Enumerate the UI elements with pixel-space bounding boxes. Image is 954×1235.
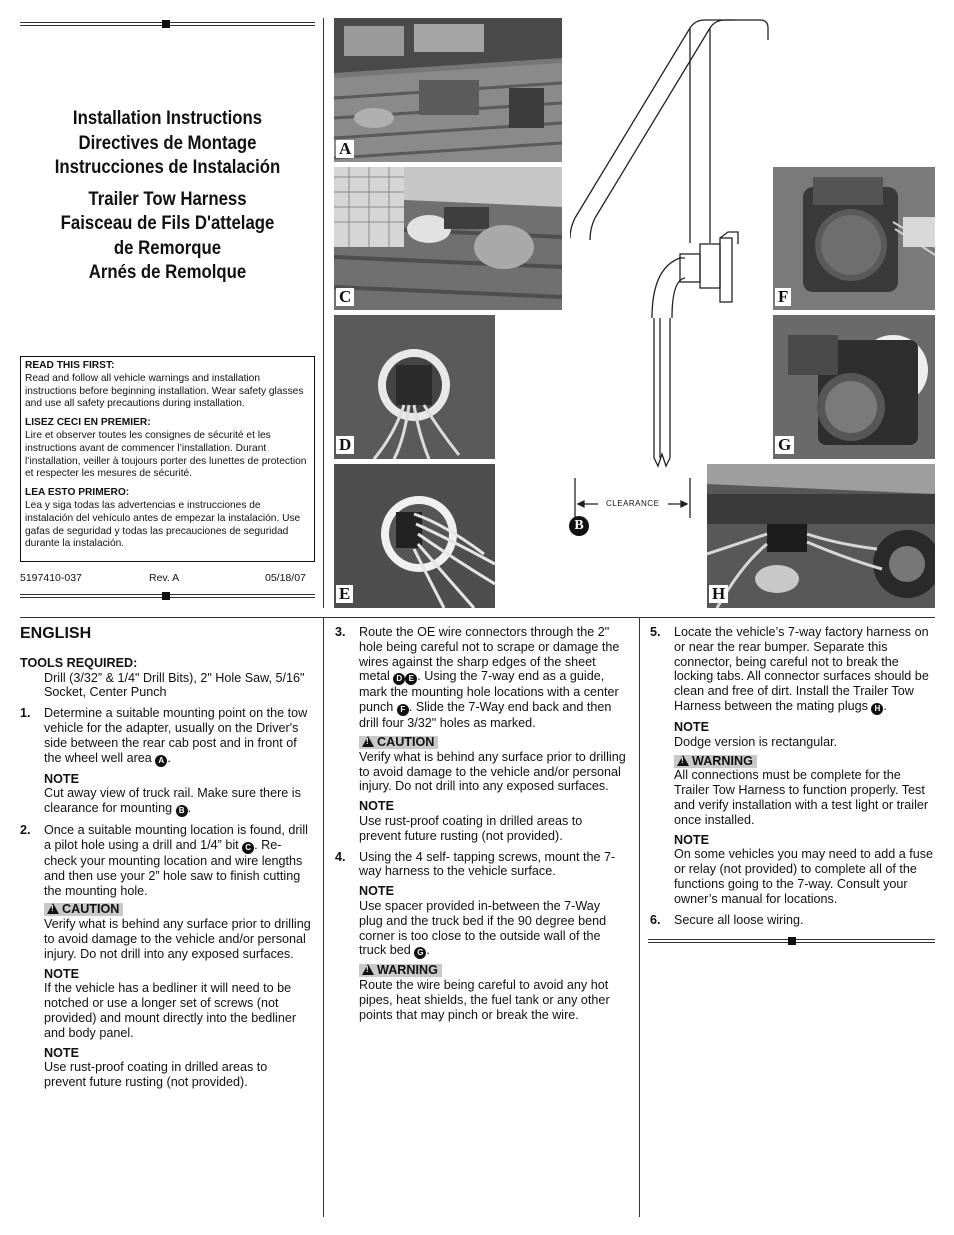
tools-heading: TOOLS REQUIRED:: [20, 655, 138, 670]
read-first-text-en: Read and follow all vehicle warnings and installation instructions before beginning installation. Wear safety glasses and use all safety precautions during installation.: [25, 372, 304, 410]
column-divider-1: [323, 617, 324, 1217]
callout-d-icon: D: [393, 673, 405, 685]
title-installation-en: Installation Instructions: [72, 107, 263, 129]
caution-label-2: CAUTION: [377, 734, 435, 749]
warning-label-2: WARNING: [692, 753, 753, 768]
step-6: [650, 913, 935, 928]
figure-d-photo: [334, 315, 495, 459]
step-5-note-2: On some vehicles you may need to add a fuse or relay (not provided) to complete all of the functions going to the 7-way. Consult your owner’s manual for locations.: [674, 847, 934, 906]
caution-icon-2: [362, 736, 374, 747]
column-english-3: [650, 625, 935, 927]
step-2-text-a: Once a suitable mounting location is found, drill a pilot hole using a drill and 1/4” bit: [44, 823, 308, 852]
callout-b-icon: B: [176, 805, 188, 817]
figure-b-label: [569, 516, 589, 536]
title-installation-fr: Directives de Montage: [78, 131, 257, 154]
step-4-note-text: Use spacer provided in-between the 7-Way plug and the truck bed if the 90 degree bend corner is too close to the outside wall of the truck bed: [359, 898, 607, 958]
step-5-warning: All connections must be complete for the Trailer Tow Harness to function properly. Test and verify installation with a test light or trailer once installed.: [674, 768, 929, 827]
step-5-number: 5.: [650, 625, 661, 639]
part-number: 5197410-037: [20, 572, 82, 584]
step-1-note-text: Cut away view of truck rail. Make sure there is clearance for mounting: [44, 786, 301, 816]
step-3-text-a: Route the OE wire connectors through the 2" hole being careful not to scrape or damage the wires against the sharp edges of the sheet metal: [359, 625, 620, 684]
title-product-es: Arnés de Remolque: [88, 261, 247, 283]
figure-b-diagram: [570, 18, 775, 538]
step-1-note: Cut away view of truck rail. Make sure there is clearance for mounting B .: [44, 786, 301, 816]
figure-f-label: F: [775, 288, 791, 306]
caution-label: CAUTION: [62, 902, 120, 917]
step-3: [335, 625, 627, 731]
title-product-en: Trailer Tow Harness: [88, 187, 247, 210]
figure-c-photo: [334, 167, 562, 310]
callout-c-icon: C: [242, 842, 254, 854]
step-1-number: 1.: [20, 706, 31, 721]
step-1: 1. Determine a suitable mounting point on the tow vehicle for the adapter, usually on the Driver's side between the rear cab post and in front of the wheel well area A .: [20, 706, 308, 765]
step-5-note-1-label: NOTE: [674, 719, 709, 734]
warning-badge-2: [674, 755, 757, 768]
title-product-fr-2: de Remorque: [113, 236, 222, 259]
column-english-2: [335, 625, 627, 1023]
figure-d-label: D: [336, 436, 354, 454]
section-heading: ENGLISH: [20, 625, 92, 642]
figure-b-letter: B: [574, 518, 584, 533]
column-english-1: [20, 625, 312, 1090]
step-5: 5. Locate the vehicle’s 7-way factory harness on or near the rear bumper. Separate this connector, being careful not to break the locking tabs. All connector surfaces should be clean and free of dirt. Install the Trailer Tow Harness between the mating plugs H .: [650, 625, 929, 713]
caution-icon: [47, 903, 59, 914]
step-5-text: Locate the vehicle’s 7-way factory harness on or near the rear bumper. Separate this connector, being careful not to break the locking tabs. All connector surfaces should be clean and free of dirt. Install the Trailer Tow Harness between the mating plugs: [674, 625, 929, 713]
header-rule-marker: [162, 20, 170, 28]
figure-c-label: C: [336, 288, 354, 306]
step-2-number: 2.: [20, 823, 31, 838]
figure-a-photo: [334, 18, 562, 162]
clearance-label: CLEARANCE: [606, 499, 660, 508]
step-2-note-2: Use rust-proof coating in drilled areas to prevent future rusting (not provided).: [44, 1060, 268, 1090]
warning-label: WARNING: [377, 963, 438, 978]
step-3-caution: Verify what is behind any surface prior to drilling to avoid damage to the vehicle and/or personal injury. Do not drill into any exposed surfaces.: [359, 749, 626, 794]
step-4-note: Use spacer provided in-between the 7-Way plug and the truck bed if the 90 degree bend corner is too close to the outside wall of the truck bed G .: [359, 898, 607, 958]
tools-text: Drill (3/32” & 1/4" Drill Bits), 2" Hole Saw, 5/16" Socket, Center Punch: [44, 670, 305, 700]
read-first-heading-en: READ THIS FIRST:: [25, 360, 115, 371]
step-2-note-1-label: NOTE: [44, 966, 79, 981]
step-3-text-b: . Using the 7-way end as a guide, mark the mounting hole locations with a center punch: [359, 669, 619, 715]
step-2-note-2-label: NOTE: [44, 1045, 79, 1060]
step-3-text-c: . Slide the 7-Way end back and then drill four 3/32" holes as marked.: [359, 700, 612, 731]
warning-icon-2: [677, 755, 689, 766]
column-divider-2: [639, 617, 640, 1217]
figure-h-photo: [707, 464, 935, 608]
section-rule: [20, 617, 935, 618]
read-first-heading-fr: LISEZ CECI EN PREMIER:: [25, 417, 151, 429]
revision: Rev. A: [149, 572, 180, 584]
step-1-note-label: NOTE: [44, 771, 79, 786]
step-2-caution: Verify what is behind any surface prior to drilling to avoid damage to the vehicle and/or personal injury. Do not drill into any exposed surfaces.: [44, 917, 311, 961]
title-product-fr-1: Faisceau de Fils D'attelage: [60, 212, 275, 234]
step-2-text-b: . Re-check your mounting location and wire lengths and then use your 2” hole saw to finish cutting the mounting hole.: [44, 837, 303, 898]
step-6-text: Secure all loose wiring.: [674, 912, 804, 927]
callout-g-icon: G: [414, 947, 426, 959]
callout-e-icon: E: [405, 673, 417, 685]
step-1-text: Determine a suitable mounting point on the tow vehicle for the adapter, usually on the Driver's side between the rear cab post and in front of the wheel well area: [44, 706, 308, 765]
title-block: [20, 106, 315, 285]
step-4-note-label: NOTE: [359, 884, 394, 899]
figure-f-photo: [773, 167, 935, 310]
step-5-note-2-label: NOTE: [674, 832, 709, 847]
warning-badge: [359, 964, 442, 977]
revision-date: 05/18/07: [265, 572, 306, 584]
figure-g-photo: [773, 315, 935, 459]
callout-f-icon: F: [397, 704, 409, 716]
callout-h-icon: H: [871, 703, 883, 715]
step-3-note-label: NOTE: [359, 799, 394, 814]
read-first-text-es: Lea y siga todas las advertencias e instrucciones de instalación del vehículo antes de empezar la instalación. Use gafas de seguridad y todas las precauciones de seguridad durante la instalación.: [25, 499, 301, 550]
step-2-note-1: If the vehicle has a bedliner it will need to be notched or use a longer set of screws (not provided) and mount directly into the bedliner and body panel.: [44, 981, 297, 1040]
end-rule-marker: [788, 937, 796, 945]
column-divider-top: [323, 18, 324, 608]
figure-e-photo: [334, 464, 495, 608]
step-5-note-1: Dodge version is rectangular.: [674, 734, 838, 749]
figure-a-label: A: [336, 140, 354, 158]
figure-g-label: G: [775, 436, 794, 454]
step-4: [335, 850, 627, 880]
callout-a-icon: A: [155, 755, 167, 767]
read-first-heading-es: LEA ESTO PRIMERO:: [25, 487, 130, 499]
step-4-text: Using the 4 self- tapping screws, mount the 7-way harness to the vehicle surface.: [359, 849, 616, 879]
step-3-number: 3.: [335, 625, 346, 639]
read-first-box: [20, 356, 315, 562]
caution-badge: [44, 903, 123, 916]
step-4-number: 4.: [335, 849, 346, 864]
caution-badge-2: [359, 736, 438, 749]
step-4-warning: Route the wire being careful to avoid any hot pipes, heat shields, the fuel tank or any other points that may pinch or break the wire.: [359, 978, 610, 1022]
doc-info-rule-marker: [162, 592, 170, 600]
title-installation-es: Instrucciones de Instalación: [54, 156, 281, 178]
figure-h-label: H: [709, 585, 728, 603]
step-6-number: 6.: [650, 912, 661, 927]
warning-icon: [362, 964, 374, 975]
step-3-note: Use rust-proof coating in drilled areas to prevent future rusting (not provided).: [359, 813, 583, 843]
read-first-text-fr: Lire et observer toutes les consignes de sécurité et les instructions avant de commencer l’installation. Durant l’installation, veiller à toujours porter des lunettes de protection et respecter les mesures de sécurité.: [25, 429, 307, 480]
figure-e-label: E: [336, 585, 353, 603]
step-2: [20, 823, 312, 898]
